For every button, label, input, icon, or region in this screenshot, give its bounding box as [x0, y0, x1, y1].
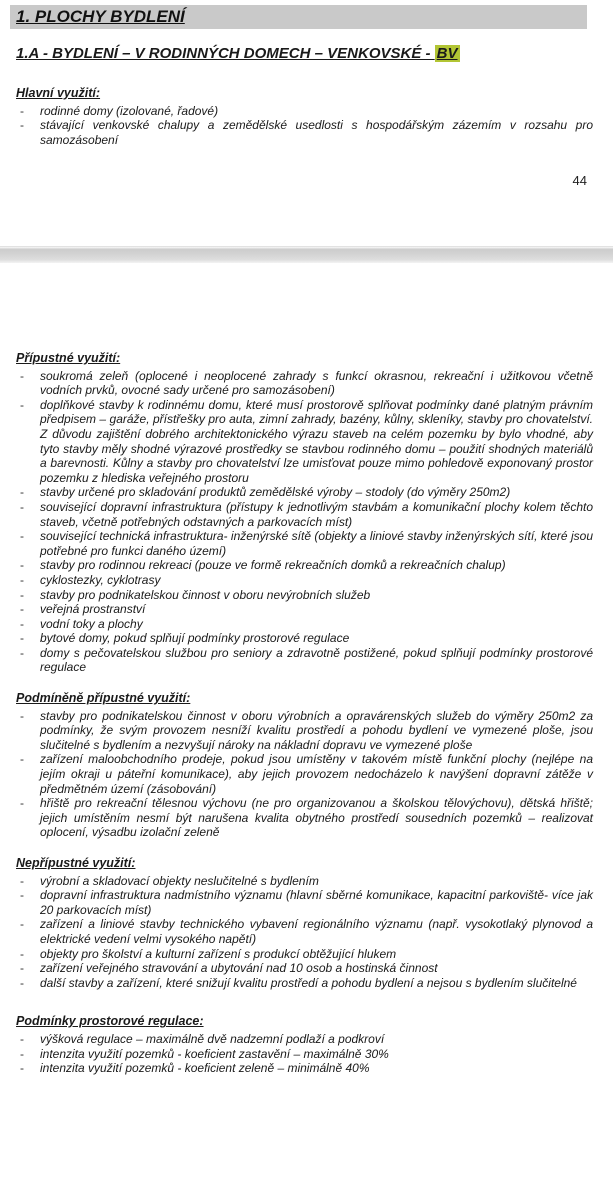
list-item: - veřejná prostranství [16, 602, 593, 617]
section-podminky-prostorove-regulace [16, 1014, 593, 1075]
page-break-separator [0, 246, 613, 263]
list-item: - zařízení veřejného stravování a ubytování nad 10 osob a hostinská činnost [16, 961, 593, 976]
zone-subtitle-text: 1.A - BYDLENÍ – V RODINNÝCH DOMECH – VENKOVSKÉ - [16, 45, 435, 62]
list-item: - objekty pro školství a kulturní zařízení s produkcí obtěžující hlukem [16, 947, 593, 962]
list-item: - intenzita využití pozemků - koeficient zeleně – minimálně 40% [16, 1061, 593, 1076]
page2-content [16, 351, 593, 1076]
section-hlavni-vyuziti [16, 86, 593, 147]
list-item: - vodní toky a plochy [16, 617, 593, 632]
list-item: - hřiště pro rekreační tělesnou výchovu (ne pro organizovanou a školskou tělovýchovu), dětská hřiště; jejich umístěním nesmí být narušena kvalita obytného prostředí sousedních pozemků – realizovat oplocení, výsadbu izolační zeleně [16, 796, 593, 840]
list-item: - stavby určené pro skladování produktů zemědělské výroby – stodoly (do výměry 250m2) [16, 485, 593, 500]
section-item-list [16, 1032, 593, 1076]
zone-subtitle [16, 45, 592, 62]
section-item-list [16, 709, 593, 840]
section-nepripustne-vyuziti [16, 856, 593, 990]
section-heading: Hlavní využití: [16, 86, 101, 100]
list-item: - stavby pro podnikatelskou činnost v oboru nevýrobních služeb [16, 588, 593, 603]
section-podminene-pripustne-vyuziti [16, 691, 593, 840]
section-heading: Podmíněně přípustné využití: [16, 691, 191, 706]
section-item-list [16, 104, 593, 148]
list-item: - rodinné domy (izolované, řadové) [16, 104, 593, 119]
list-item: - intenzita využití pozemků - koeficient zastavění – maximálně 30% [16, 1047, 593, 1062]
list-item: - výšková regulace – maximálně dvě nadzemní podlaží a podkroví [16, 1032, 593, 1047]
section-item-list [16, 369, 593, 675]
list-item: - zařízení maloobchodního prodeje, pokud jsou umístěny v takovém místě funkční plochy (nejlépe na jejím okraji u páteřní komunikace), aby jejich provozem nedocházelo k navýšení dopravní zátěže v předmětném území (zásobování) [16, 752, 593, 796]
zone-code-highlight: BV [436, 45, 458, 62]
section-item-list [16, 874, 593, 991]
section-heading: Podmínky prostorové regulace: [16, 1014, 204, 1029]
list-item: - stávající venkovské chalupy a zemědělské usedlosti s hospodářským zázemím v rozsahu pro samozásobení [16, 118, 593, 147]
list-item: - stavby pro podnikatelskou činnost v oboru výrobních a opravárenských služeb do výměry 250m2 za podmínky, že svým provozem nesníží kvalitu prostředí a pohodu bydlení ve vymezené ploše, jsou slučitelné s bydlením a nezvyšují nároky na nákladní dopravu ve vymezené ploše [16, 709, 593, 753]
list-item: - doplňkové stavby k rodinnému domu, které musí prostorově splňovat podmínky dané platným právním předpisem – garáže, přístřešky pro auta, zimní zahrady, bazény, kůlny, skleníky, stavby pro chovatelství. Z důvodu zajištění dobrého architektonického výrazu staveb na celém pozemku by bylo vhodné, aby tyto stavby měly shodné výrazové prostředky se stavbou rodinného domu – použití shodných materiálů a barevnosti. Kůlny a stavby pro chovatelství lze umisťovat pouze mimo pohledově exponovaný prostor pozemku z hlediska veřejného prostoru [16, 398, 593, 486]
list-item: - související dopravní infrastruktura (přístupy k jednotlivým stavbám a komunikační plochy kolem těchto staveb, včetně potřebných odstavných a parkovacích míst) [16, 500, 593, 529]
list-item: - zařízení a liniové stavby technického vybavení regionálního významu (např. vysokotlaký plynovod a elektrické vedení velmi vysokého napětí) [16, 917, 593, 946]
section-heading: Nepřípustné využití: [16, 856, 136, 870]
page-number: 44 [572, 173, 587, 188]
page1-content [16, 86, 593, 147]
list-item: - výrobní a skladovací objekty neslučitelné s bydlením [16, 874, 593, 889]
list-item: - bytové domy, pokud splňují podmínky prostorové regulace [16, 631, 593, 646]
list-item: - cyklostezky, cyklotrasy [16, 573, 593, 588]
list-item: - soukromá zeleň (oplocené i neoplocené zahrady s funkcí okrasnou, rekreační i užitkovou včetně vodních prvků, ovocné sady určené pro samozásobení) [16, 369, 593, 398]
section-pripustne-vyuziti [16, 351, 593, 675]
section-heading: Přípustné využití: [16, 351, 121, 365]
list-item: - dopravní infrastruktura nadmístního významu (hlavní sběrné komunikace, kapacitní parkoviště- více jak 20 parkovacích míst) [16, 888, 593, 917]
page-title: 1. PLOCHY BYDLENÍ [10, 5, 587, 29]
list-item: - související technická infrastruktura- inženýrské sítě (objekty a liniové stavby inženýrských sítí, které jsou potřebné pro funkci daného území) [16, 529, 593, 558]
list-item: - stavby pro rodinnou rekreaci (pouze ve formě rekreačních domků a rekreačních chalup) [16, 558, 593, 573]
list-item: - další stavby a zařízení, které snižují kvalitu prostředí a pohodu bydlení a nejsou s bydlením slučitelné [16, 976, 593, 991]
list-item: - domy s pečovatelskou službou pro seniory a zdravotně postižené, pokud splňují podmínky prostorové regulace [16, 646, 593, 675]
